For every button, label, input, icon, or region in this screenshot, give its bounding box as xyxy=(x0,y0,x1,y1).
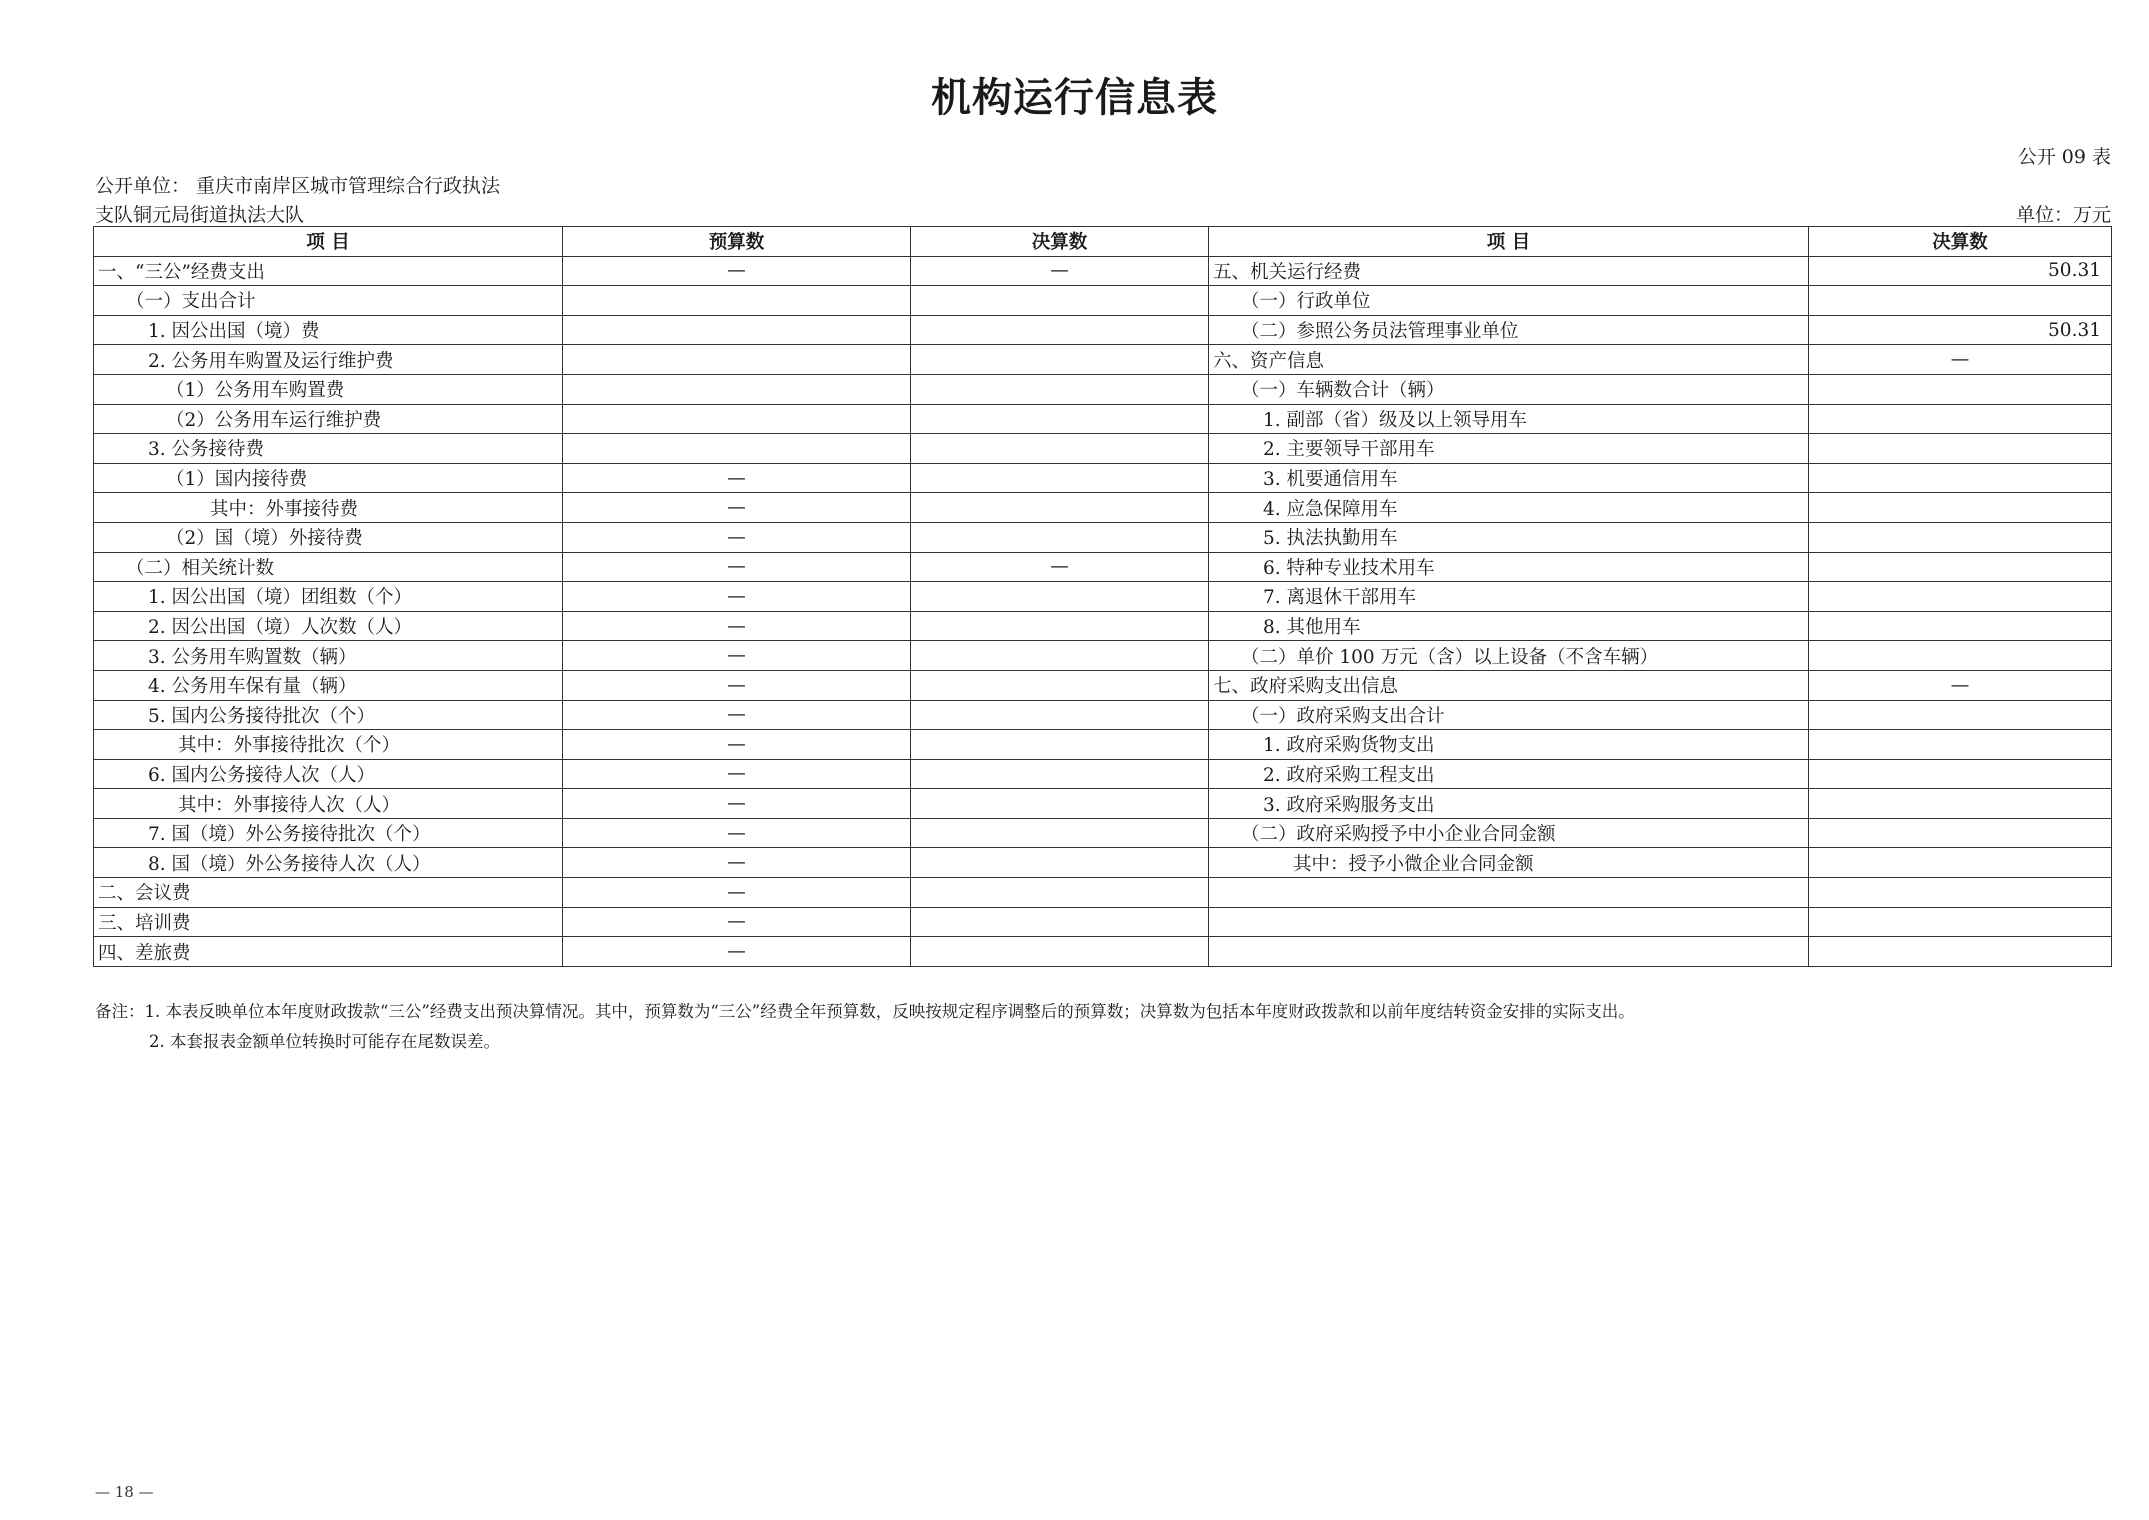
row-budget: — xyxy=(563,759,911,789)
row-final-right xyxy=(1809,552,2112,582)
table-row xyxy=(94,463,2112,493)
publishing-unit-line2: 支队铜元局街道执法大队 xyxy=(95,204,305,226)
row-final-left xyxy=(911,374,1209,404)
row-budget: — xyxy=(563,493,911,523)
row-item-right: 2. 政府采购工程支出 xyxy=(1209,759,1809,789)
row-item-right: 3. 政府采购服务支出 xyxy=(1209,789,1809,819)
row-item-left: 其中：外事接待批次（个） xyxy=(94,730,563,760)
row-final-right xyxy=(1809,818,2112,848)
table-row xyxy=(94,611,2112,641)
note-2: 2. 本套报表金额单位转换时可能存在尾数误差。 xyxy=(149,1032,500,1051)
row-final-right xyxy=(1809,878,2112,908)
table-row xyxy=(94,315,2112,345)
table-row xyxy=(94,759,2112,789)
table-row xyxy=(94,256,2112,286)
row-final-left xyxy=(911,315,1209,345)
row-final-left: — xyxy=(911,552,1209,582)
row-budget: — xyxy=(563,670,911,700)
row-final-right xyxy=(1809,404,2112,434)
row-final-left xyxy=(911,789,1209,819)
row-item-right: 七、政府采购支出信息 xyxy=(1209,670,1809,700)
row-final-left xyxy=(911,641,1209,671)
table-row xyxy=(94,907,2112,937)
row-item-left: 4. 公务用车保有量（辆） xyxy=(94,670,563,700)
row-item-right: （一）车辆数合计（辆） xyxy=(1209,374,1809,404)
row-item-left: 一、“三公”经费支出 xyxy=(94,256,563,286)
row-final-left xyxy=(911,700,1209,730)
row-item-left: 2. 公务用车购置及运行维护费 xyxy=(94,345,563,375)
row-item-right: 4. 应急保障用车 xyxy=(1209,493,1809,523)
row-item-left: 3. 公务接待费 xyxy=(94,434,563,464)
row-final-left xyxy=(911,907,1209,937)
money-unit: 单位：万元 xyxy=(2015,204,2111,226)
row-item-left: 1. 因公出国（境）费 xyxy=(94,315,563,345)
info-table xyxy=(93,226,2112,967)
row-final-right xyxy=(1809,759,2112,789)
row-final-left xyxy=(911,759,1209,789)
row-budget: — xyxy=(563,256,911,286)
row-item-left: （二）相关统计数 xyxy=(94,552,563,582)
row-final-left xyxy=(911,611,1209,641)
row-final-right: — xyxy=(1809,670,2112,700)
table-row xyxy=(94,286,2112,316)
header-final-right: 决算数 xyxy=(1809,227,2112,257)
row-final-right xyxy=(1809,848,2112,878)
row-final-right: — xyxy=(1809,345,2112,375)
row-item-left: （2）国（境）外接待费 xyxy=(94,522,563,552)
row-final-right xyxy=(1809,611,2112,641)
row-item-right: （一）政府采购支出合计 xyxy=(1209,700,1809,730)
row-final-right xyxy=(1809,463,2112,493)
row-item-left: （1）公务用车购置费 xyxy=(94,374,563,404)
row-final-right xyxy=(1809,789,2112,819)
row-item-left: 四、差旅费 xyxy=(94,937,563,967)
page-number: — 18 — xyxy=(95,1483,154,1501)
table-row xyxy=(94,522,2112,552)
row-item-right: 1. 政府采购货物支出 xyxy=(1209,730,1809,760)
row-final-left xyxy=(911,522,1209,552)
row-final-right xyxy=(1809,907,2112,937)
row-final-right xyxy=(1809,641,2112,671)
row-final-left xyxy=(911,670,1209,700)
row-final-left xyxy=(911,937,1209,967)
row-final-left xyxy=(911,463,1209,493)
row-final-right xyxy=(1809,937,2112,967)
table-row xyxy=(94,374,2112,404)
row-budget: — xyxy=(563,641,911,671)
table-row xyxy=(94,789,2112,819)
row-final-right xyxy=(1809,730,2112,760)
row-final-left xyxy=(911,582,1209,612)
row-item-right: 5. 执法执勤用车 xyxy=(1209,522,1809,552)
row-budget: — xyxy=(563,730,911,760)
row-item-right: 6. 特种专业技术用车 xyxy=(1209,552,1809,582)
form-number: 公开 09 表 xyxy=(2017,146,2111,168)
table-row xyxy=(94,404,2112,434)
row-item-right: 2. 主要领导干部用车 xyxy=(1209,434,1809,464)
table-row xyxy=(94,937,2112,967)
row-budget xyxy=(563,286,911,316)
table-row xyxy=(94,818,2112,848)
table-row xyxy=(94,848,2112,878)
row-final-left xyxy=(911,878,1209,908)
row-budget: — xyxy=(563,582,911,612)
row-item-right xyxy=(1209,907,1809,937)
row-budget: — xyxy=(563,818,911,848)
table-row xyxy=(94,345,2112,375)
row-budget: — xyxy=(563,700,911,730)
table-row xyxy=(94,670,2112,700)
row-item-left: （1）国内接待费 xyxy=(94,463,563,493)
row-budget: — xyxy=(563,937,911,967)
row-item-left: 其中：外事接待费 xyxy=(94,493,563,523)
row-final-left xyxy=(911,493,1209,523)
header-final-left: 决算数 xyxy=(911,227,1209,257)
row-item-right: 五、机关运行经费 xyxy=(1209,256,1809,286)
row-final-left xyxy=(911,434,1209,464)
row-final-left xyxy=(911,848,1209,878)
row-final-right xyxy=(1809,522,2112,552)
row-final-right xyxy=(1809,582,2112,612)
row-final-left xyxy=(911,286,1209,316)
row-item-left: 1. 因公出国（境）团组数（个） xyxy=(94,582,563,612)
page-title: 机构运行信息表 xyxy=(931,75,1218,121)
header-item-left: 项 目 xyxy=(94,227,563,257)
row-final-right xyxy=(1809,434,2112,464)
row-item-right: （一）行政单位 xyxy=(1209,286,1809,316)
row-item-right: 1. 副部（省）级及以上领导用车 xyxy=(1209,404,1809,434)
row-item-left: 3. 公务用车购置数（辆） xyxy=(94,641,563,671)
row-budget xyxy=(563,345,911,375)
table-row xyxy=(94,641,2112,671)
row-final-right xyxy=(1809,700,2112,730)
table-row xyxy=(94,434,2112,464)
row-item-left: 三、培训费 xyxy=(94,907,563,937)
row-budget xyxy=(563,404,911,434)
row-item-right: 其中：授予小微企业合同金额 xyxy=(1209,848,1809,878)
row-item-right: 7. 离退休干部用车 xyxy=(1209,582,1809,612)
row-final-right xyxy=(1809,374,2112,404)
row-item-right: 3. 机要通信用车 xyxy=(1209,463,1809,493)
row-final-left xyxy=(911,818,1209,848)
row-item-left: 7. 国（境）外公务接待批次（个） xyxy=(94,818,563,848)
publishing-unit-line1: 公开单位： 重庆市南岸区城市管理综合行政执法 xyxy=(95,175,501,197)
row-item-right xyxy=(1209,878,1809,908)
row-budget: — xyxy=(563,878,911,908)
row-budget xyxy=(563,374,911,404)
row-budget xyxy=(563,315,911,345)
row-final-right: 50.31 xyxy=(1809,315,2112,345)
row-final-left xyxy=(911,730,1209,760)
row-item-left: 二、会议费 xyxy=(94,878,563,908)
row-budget: — xyxy=(563,789,911,819)
row-final-right xyxy=(1809,493,2112,523)
row-item-left: 6. 国内公务接待人次（人） xyxy=(94,759,563,789)
table-row xyxy=(94,493,2112,523)
notes xyxy=(95,997,1635,1057)
row-item-left: （2）公务用车运行维护费 xyxy=(94,404,563,434)
row-item-right: （二）单价 100 万元（含）以上设备（不含车辆） xyxy=(1209,641,1809,671)
row-item-left: （一）支出合计 xyxy=(94,286,563,316)
table-header-row xyxy=(94,227,2112,257)
row-item-left: 8. 国（境）外公务接待人次（人） xyxy=(94,848,563,878)
row-final-right xyxy=(1809,286,2112,316)
row-budget: — xyxy=(563,611,911,641)
header-budget: 预算数 xyxy=(563,227,911,257)
row-item-right xyxy=(1209,937,1809,967)
row-budget: — xyxy=(563,463,911,493)
row-item-left: 5. 国内公务接待批次（个） xyxy=(94,700,563,730)
table-row xyxy=(94,730,2112,760)
row-budget: — xyxy=(563,907,911,937)
row-final-right: 50.31 xyxy=(1809,256,2112,286)
row-item-right: （二）参照公务员法管理事业单位 xyxy=(1209,315,1809,345)
row-item-left: 其中：外事接待人次（人） xyxy=(94,789,563,819)
row-item-right: （二）政府采购授予中小企业合同金额 xyxy=(1209,818,1809,848)
row-final-left xyxy=(911,404,1209,434)
row-budget: — xyxy=(563,522,911,552)
note-1: 备注：1. 本表反映单位本年度财政拨款“三公”经费支出预决算情况。其中，预算数为“三公”经费全年预算数，反映按规定程序调整后的预算数；决算数为包括本年度财政拨款和以前年度结转资金安排的实际支出。 xyxy=(95,1002,1635,1021)
row-item-right: 六、资产信息 xyxy=(1209,345,1809,375)
row-final-left xyxy=(911,345,1209,375)
row-budget xyxy=(563,434,911,464)
table-row xyxy=(94,582,2112,612)
header-item-right: 项 目 xyxy=(1209,227,1809,257)
row-final-left: — xyxy=(911,256,1209,286)
table-row xyxy=(94,700,2112,730)
table-row xyxy=(94,878,2112,908)
row-budget: — xyxy=(563,552,911,582)
row-item-right: 8. 其他用车 xyxy=(1209,611,1809,641)
row-budget: — xyxy=(563,848,911,878)
table-row xyxy=(94,552,2112,582)
row-item-left: 2. 因公出国（境）人次数（人） xyxy=(94,611,563,641)
